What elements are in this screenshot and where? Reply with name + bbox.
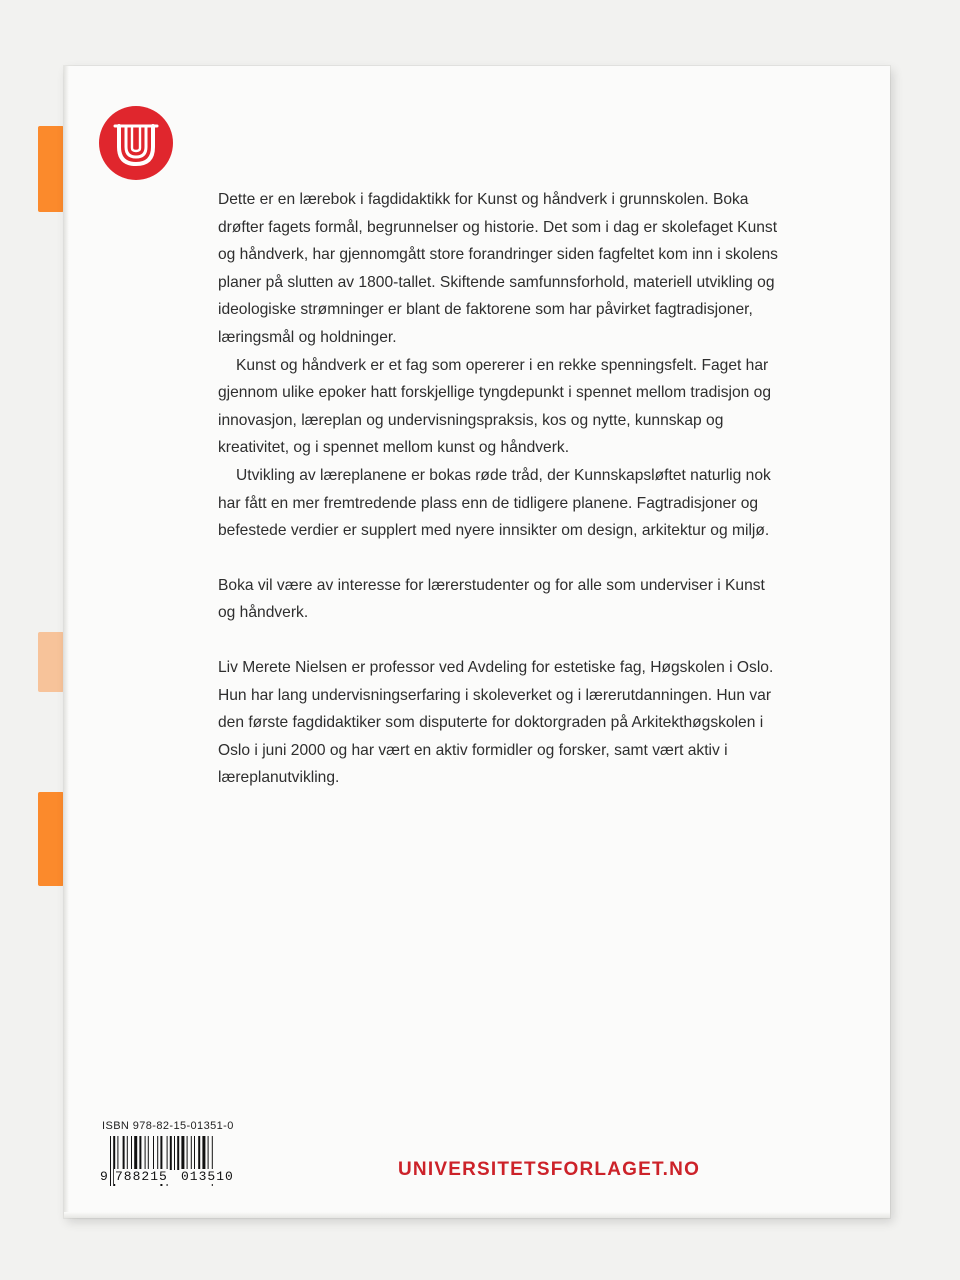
barcode-bar — [191, 1136, 192, 1170]
book-bottom-edge — [64, 1212, 890, 1218]
barcode-bar — [187, 1136, 188, 1170]
audience-paragraph: Boka vil være av interesse for lærerstudenter og for alle som underviser i Kunst og håndverk. — [218, 576, 765, 622]
barcode-bar — [123, 1136, 125, 1170]
publisher-logo — [99, 106, 173, 180]
barcode-digit-first: 9 — [100, 1169, 108, 1184]
barcode-bar — [198, 1136, 200, 1170]
isbn-label: ISBN 978-82-15-01351-0 — [102, 1120, 234, 1132]
sticky-tab-bottom — [38, 792, 64, 886]
barcode-bar — [153, 1136, 154, 1170]
barcode-bar — [170, 1136, 172, 1170]
book-spine-edge — [64, 66, 69, 1218]
author-bio: Liv Merete Nielsen er professor ved Avdeling for estetiske fag, Høgskolen i Oslo. Hun har lang undervisningserfaring i skoleverket og i lærerutdanningen. Hun var den første fagdidaktiker som disputerte for doktorgraden på Arkitekthøgskolen i Oslo i juni 2000 og har vært en aktiv formidler og forsker, samt vært aktiv i læreplanutvikling. — [218, 658, 774, 787]
barcode-digits — [100, 1169, 250, 1187]
barcode-bar — [194, 1136, 195, 1170]
barcode-bar — [208, 1136, 209, 1170]
barcode-bar — [117, 1136, 118, 1170]
barcode-bar — [157, 1136, 158, 1170]
barcode-bar — [145, 1136, 146, 1170]
barcode-bar — [148, 1136, 149, 1170]
blurb-paragraph-3: Utvikling av læreplanene er bokas røde tråd, der Kunnskapsløftet naturlig nok har fått en mer fremtredende plass enn de tidligere planene. Fagtradisjoner og befestede verdier er supplert med nyere innsikter om design, arkitektur og miljø. — [218, 466, 771, 540]
blurb-paragraph-1: Dette er en lærebok i fagdidaktikk for Kunst og håndverk i grunnskolen. Boka drøfter fagets formål, begrunnelser og historie. Det som i dag er skolefaget Kunst og håndverk, har gjennomgått store forandringer siden fagfeltet kom inn i skolens planer på slutten av 1800-tallet. Skiftende samfunnsforhold, materiell utvikling og ideologiske strømninger er blant de faktorene som har påvirket fagtradisjoner, læringsmål og holdninger. — [218, 191, 778, 346]
barcode-digits-left: 788215 — [115, 1169, 168, 1184]
sticky-tab-middle — [38, 632, 64, 692]
barcode-bar — [174, 1136, 175, 1170]
barcode-digits-right: 013510 — [181, 1169, 234, 1184]
blurb-paragraph-2: Kunst og håndverk er et fag som opererer i en rekke spenningsfelt. Faget har gjennom ulike epoker hatt forskjellige tyngdepunkt i spennet mellom tradisjon og innovasjon, læreplan og undervisningspraksis, kos og nytte, kunnskap og kreativitet, og i spennet mellom kunst og håndverk. — [218, 356, 772, 457]
barcode-bar — [127, 1136, 128, 1170]
barcode-bar — [139, 1136, 141, 1170]
barcode-bar — [131, 1136, 132, 1170]
barcode-bar — [134, 1136, 137, 1170]
barcode-bar — [202, 1136, 205, 1170]
sticky-tab-top — [38, 126, 64, 212]
barcode-bar — [181, 1136, 184, 1170]
book-back-cover — [64, 66, 890, 1218]
publisher-website: UNIVERSITETSFORLAGET.NO — [398, 1159, 701, 1180]
barcode-bar — [177, 1136, 179, 1170]
back-cover-text — [218, 186, 778, 792]
publisher-logo-mark — [99, 106, 173, 180]
